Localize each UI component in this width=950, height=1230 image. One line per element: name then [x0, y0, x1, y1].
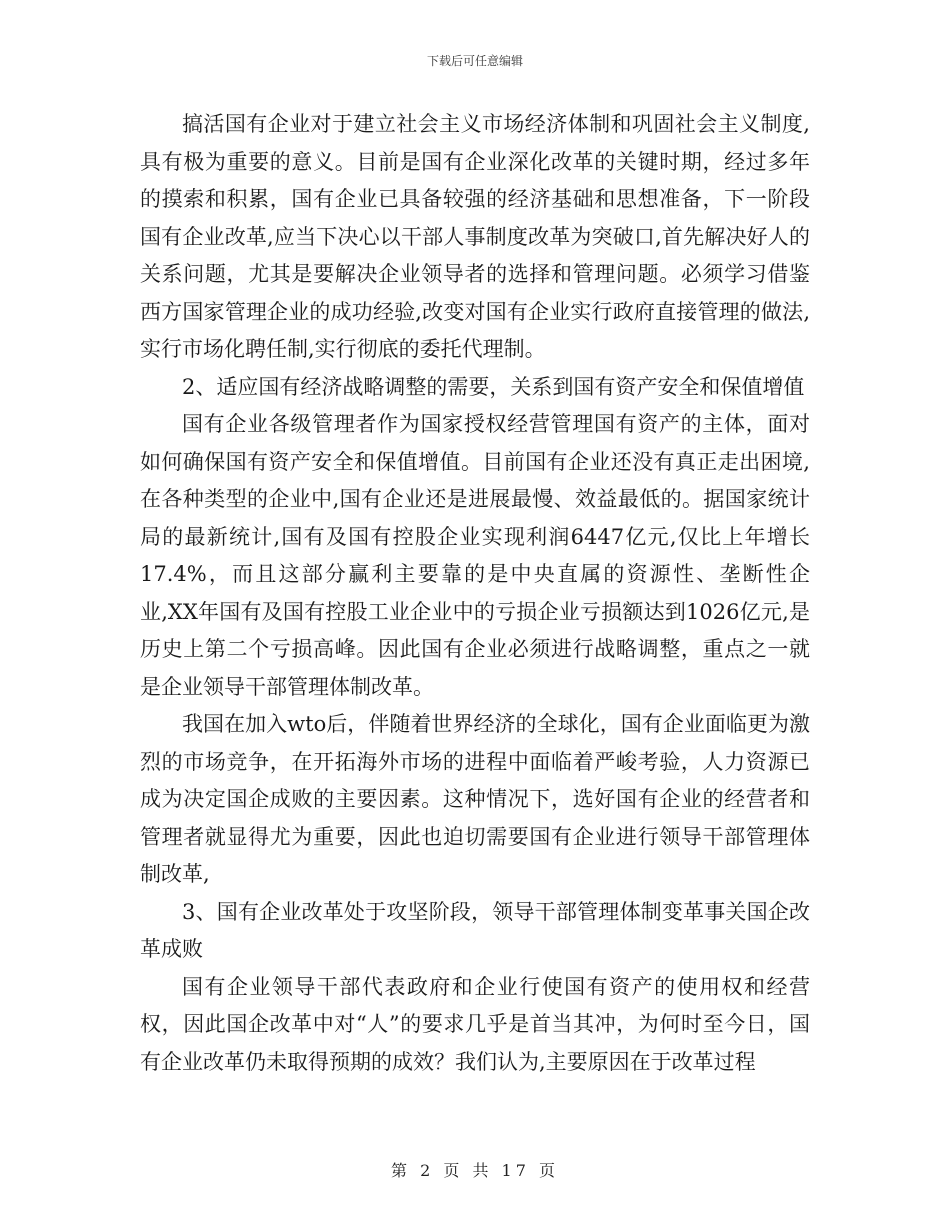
page-number: 第 2 页 共 17 页 [391, 1161, 559, 1180]
section-heading-2: 2、适应国有经济战略调整的需要，关系到国有资产安全和保值增值 [182, 374, 805, 399]
paragraph-4: 国有企业领导干部代表政府和企业行使国有资产的使用权和经营权，因此国企改革中对“人”的要求几乎是首当其冲，为何时至今日，国有企业改革仍未取得预期的成效？我们认为,主要原因在于改革过程 [140, 974, 810, 1074]
page-header: 下载后可任意编辑 [426, 54, 523, 68]
section-heading-3: 3、国有企业改革处于攻坚阶段，领导干部管理体制变革事关国企改革成败 [140, 899, 810, 961]
paragraph-2: 国有企业各级管理者作为国家授权经营管理国有资产的主体，面对如何确保国有资产安全和保值增值。目前国有企业还没有真正走出困境,在各种类型的企业中,国有企业还是进展最慢、效益最低的。据国家统计局的最新统计,国有及国有控股企业实现利润6447亿元,仅比上年增长17.4%，而且这部分赢利主要靠的是中央直属的资源性、垄断性企业,XX年国有及国有控股工业企业中的亏损企业亏损额达到1026亿元,是历史上第二个亏损高峰。因此国有企业必须进行战略调整，重点之一就是企业领导干部管理体制改革。 [140, 412, 810, 699]
document-body [140, 106, 810, 1081]
paragraph-3: 我国在加入wto后，伴随着世界经济的全球化，国有企业面临更为激烈的市场竞争，在开拓海外市场的进程中面临着严峻考验，人力资源已成为决定国企成败的主要因素。这种情况下，选好国有企业的经营者和管理者就显得尤为重要，因此也迫切需要国有企业进行领导干部管理体制改革, [140, 712, 810, 886]
paragraph-1: 搞活国有企业对于建立社会主义市场经济体制和巩固社会主义制度,具有极为重要的意义。目前是国有企业深化改革的关键时期，经过多年的摸索和积累，国有企业已具备较强的经济基础和思想准备，下一阶段国有企业改革,应当下决心以干部人事制度改革为突破口,首先解决好人的关系问题，尤其是要解决企业领导者的选择和管理问题。必须学习借鉴西方国家管理企业的成功经验,改变对国有企业实行政府直接管理的做法,实行市场化聘任制,实行彻底的委托代理制。 [140, 112, 810, 361]
